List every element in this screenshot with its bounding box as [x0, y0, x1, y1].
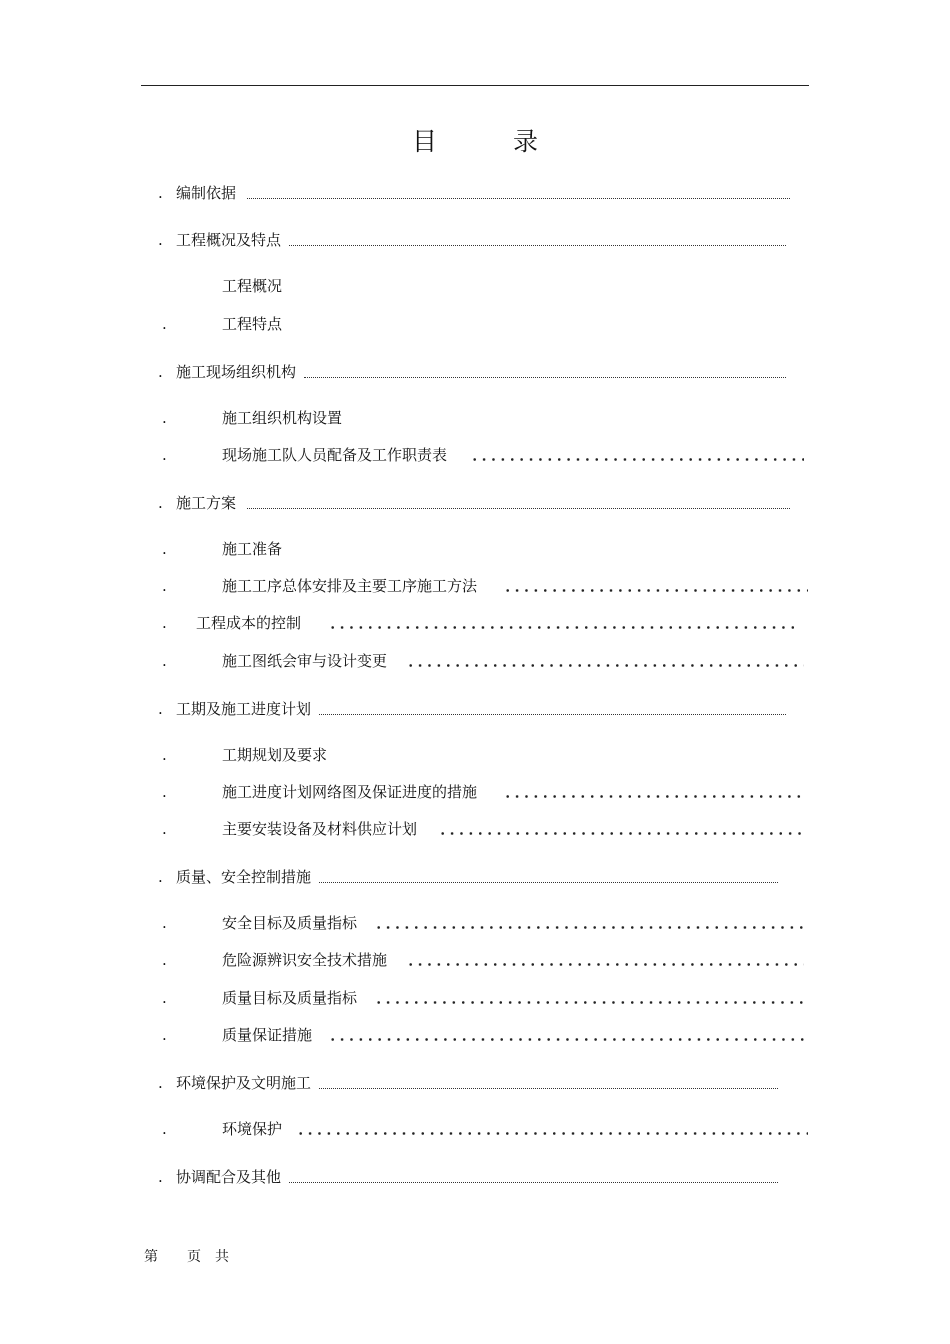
toc-leader	[328, 612, 794, 634]
toc-entry-marker: .	[162, 652, 167, 670]
toc-entry-label: 施工组织机构设置	[222, 409, 343, 427]
toc-entry-marker: .	[162, 1120, 167, 1138]
toc-entry-marker: .	[158, 184, 163, 202]
toc-entry-marker: .	[162, 540, 167, 558]
footer-ye: 页	[187, 1249, 201, 1265]
page-footer	[0, 1246, 950, 1266]
toc-entry-label: 工期及施工进度计划	[176, 700, 312, 718]
toc-leader	[503, 575, 808, 597]
toc-entry-marker: .	[158, 231, 163, 249]
toc-entry-label: 施工准备	[222, 540, 283, 558]
toc-entry-section-1[interactable]	[158, 182, 798, 204]
toc-entry-marker: .	[162, 989, 167, 1007]
toc-entry-marker: .	[158, 1074, 163, 1092]
toc-entry-marker: .	[162, 1026, 167, 1044]
toc-entry-subsection[interactable]	[162, 1024, 810, 1046]
toc-entry-marker: .	[162, 315, 167, 333]
toc-entry-subsection[interactable]	[162, 744, 802, 766]
toc-entry-label: 施工方案	[176, 494, 237, 512]
toc-entry-subsection[interactable]	[162, 650, 807, 672]
toc-entry-subsection[interactable]	[162, 407, 802, 429]
toc-entry-subsection[interactable]	[162, 538, 802, 560]
toc-entry-label: 质量目标及质量指标	[222, 989, 358, 1007]
toc-entry-label: 质量、安全控制措施	[176, 868, 312, 886]
toc-entry-label: 施工现场组织机构	[176, 363, 297, 381]
toc-entry-section-8[interactable]	[158, 1166, 798, 1188]
toc-entry-subsection[interactable]	[162, 575, 810, 597]
toc-entry-marker: .	[158, 494, 163, 512]
toc-entry-label: 工程成本的控制	[196, 614, 302, 632]
toc-entry-label: 施工进度计划网络图及保证进度的措施	[222, 783, 478, 801]
toc-leader	[289, 229, 786, 246]
toc-entry-section-6[interactable]	[158, 866, 798, 888]
toc-entry-marker: .	[162, 614, 167, 632]
toc-entry-label: 危险源辨识安全技术措施	[222, 951, 388, 969]
toc-leader	[328, 1024, 808, 1046]
toc-leader	[319, 866, 778, 883]
toc-entry-label: 安全目标及质量指标	[222, 914, 358, 932]
toc-entry-subsection[interactable]	[162, 1118, 810, 1140]
toc-entry-label: 工期规划及要求	[222, 746, 328, 764]
toc-entry-label: 施工工序总体安排及主要工序施工方法	[222, 577, 478, 595]
toc-entry-label: 环境保护及文明施工	[176, 1074, 312, 1092]
toc-entry-section-2[interactable]	[158, 229, 798, 251]
title-char-mu: 目	[412, 127, 438, 156]
toc-leader	[470, 444, 804, 466]
footer-di: 第	[144, 1249, 158, 1265]
toc-entry-label: 主要安装设备及材料供应计划	[222, 820, 418, 838]
toc-leader	[319, 1072, 778, 1089]
toc-entry-label: 施工图纸会审与设计变更	[222, 652, 388, 670]
toc-entry-marker: .	[162, 409, 167, 427]
toc-entry-section-7[interactable]	[158, 1072, 798, 1094]
toc-entry-subsection[interactable]	[162, 612, 802, 634]
toc-entry-label: 工程特点	[222, 315, 283, 333]
toc-leader	[319, 698, 786, 715]
toc-leader	[406, 949, 804, 971]
toc-leader	[289, 1166, 778, 1183]
toc-entry-subsection[interactable]	[162, 275, 802, 297]
toc-entry-subsection[interactable]	[162, 444, 807, 466]
toc-entry-marker: .	[162, 446, 167, 464]
toc-entry-label: 环境保护	[222, 1120, 283, 1138]
toc-entry-marker: .	[162, 746, 167, 764]
toc-entry-subsection[interactable]	[162, 912, 807, 934]
toc-entry-label: 编制依据	[176, 184, 237, 202]
toc-entry-section-3[interactable]	[158, 361, 798, 383]
toc-entry-marker: .	[162, 914, 167, 932]
toc-entry-label: 工程概况	[222, 277, 283, 295]
toc-leader	[247, 492, 790, 509]
toc-entry-subsection[interactable]	[162, 313, 802, 335]
toc-entry-section-5[interactable]	[158, 698, 798, 720]
toc-entry-subsection[interactable]	[162, 818, 807, 840]
toc-entry-subsection[interactable]	[162, 949, 807, 971]
toc-entry-subsection[interactable]	[162, 987, 807, 1009]
toc-leader	[374, 912, 804, 934]
toc-entry-marker: .	[162, 820, 167, 838]
toc-leader	[296, 1118, 808, 1140]
toc-entry-marker: .	[158, 868, 163, 886]
toc-entry-label: 现场施工队人员配备及工作职责表	[222, 446, 448, 464]
toc-leader	[406, 650, 804, 672]
toc-entry-marker: .	[162, 951, 167, 969]
toc-entry-marker: .	[158, 363, 163, 381]
toc-leader	[503, 781, 801, 803]
toc-leader	[304, 361, 786, 378]
title-char-lu: 录	[513, 127, 539, 156]
toc-leader	[247, 182, 790, 199]
toc-entry-marker: .	[158, 1168, 163, 1186]
footer-gong: 共	[215, 1249, 229, 1265]
toc-leader	[438, 818, 804, 840]
toc-entry-label: 质量保证措施	[222, 1026, 313, 1044]
toc-entry-subsection[interactable]	[162, 781, 807, 803]
toc-entry-section-4[interactable]	[158, 492, 798, 514]
toc-entry-marker: .	[162, 577, 167, 595]
toc-entry-marker: .	[158, 700, 163, 718]
toc-entry-marker: .	[162, 783, 167, 801]
toc-entry-label: 协调配合及其他	[176, 1168, 282, 1186]
toc-entry-label: 工程概况及特点	[176, 231, 282, 249]
toc-leader	[374, 987, 804, 1009]
